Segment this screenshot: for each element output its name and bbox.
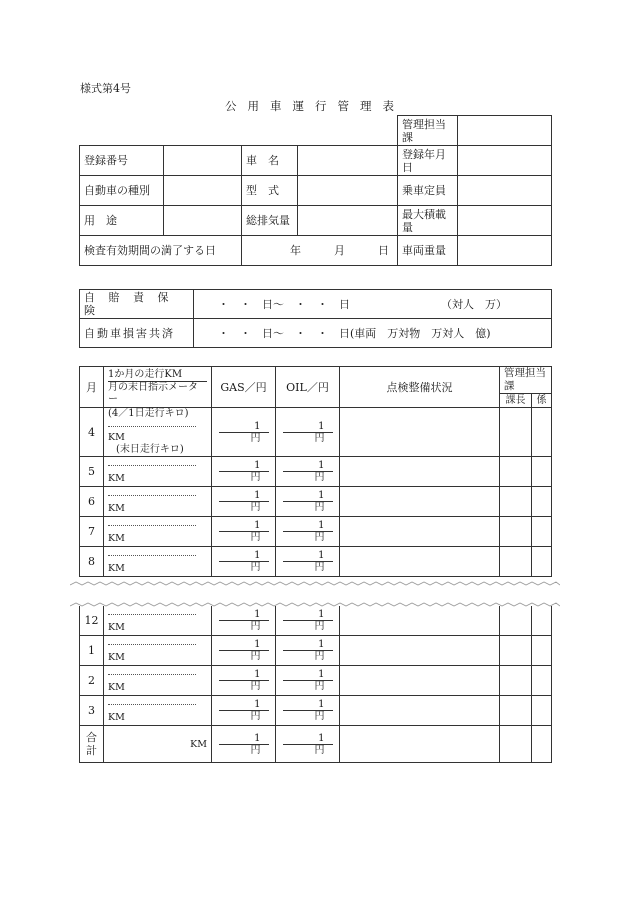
oil-cell[interactable] [276,547,340,577]
fraction [283,699,333,722]
liter-number: 1 [219,550,269,562]
yen-unit: 円 [250,562,261,573]
max-load-label: 最大積載量 [398,206,458,236]
day-label: 日 [378,244,389,257]
check-cell[interactable] [340,547,500,577]
table-row [80,666,552,696]
liter-number: 1 [283,490,333,502]
form-number: 様式第4号 [80,82,131,95]
reg-date-label: 登録年月日 [398,146,458,176]
reg-no-label: 登録番号 [80,146,164,176]
fraction [283,421,333,444]
manager-dept-value[interactable] [458,116,552,146]
liter-number: 1 [283,639,333,651]
reg-no-value[interactable] [164,146,242,176]
gas-cell[interactable] [212,547,276,577]
liter-number: 1 [219,490,269,502]
yen-unit: 円 [314,472,325,483]
staff-cell[interactable] [532,636,552,666]
total-chief-cell[interactable] [500,726,532,763]
yen-unit: 円 [314,681,325,692]
oil-cell[interactable] [276,606,340,636]
gas-cell[interactable] [212,696,276,726]
inspection-label: 検査有効期間の満了する日 [80,236,242,266]
car-type-label: 自動車の種別 [80,176,164,206]
chief-cell[interactable] [500,666,532,696]
month-cell: 7 [80,517,104,547]
chief-cell[interactable] [500,457,532,487]
max-load-value[interactable] [458,206,552,236]
fraction [219,520,269,543]
km-cell[interactable] [104,696,212,726]
staff-cell[interactable] [532,457,552,487]
staff-cell[interactable] [532,517,552,547]
yen-unit: 円 [314,502,325,513]
first-note-bottom: (末日走行キロ) [116,444,184,455]
km-unit: KM [190,739,207,750]
model-value[interactable] [298,176,398,206]
liter-number: 1 [283,733,333,745]
km-cell[interactable] [104,547,212,577]
fraction [219,609,269,632]
total-row [80,726,552,763]
fraction [283,520,333,543]
chief-cell[interactable] [500,696,532,726]
vehicle-info-table [79,115,552,266]
inspection-date[interactable] [242,236,398,266]
dotted-line [108,425,196,427]
staff-header: 係 [532,394,552,408]
manager-dept-label: 管理担当課 [398,116,458,146]
liability-insurance-period[interactable] [194,290,552,319]
km-unit: KM [108,563,125,574]
fraction [219,550,269,573]
oil-cell[interactable] [276,517,340,547]
yen-unit: 円 [250,432,261,444]
km-header-bottom: 月の末日指示メーター [108,381,198,405]
oil-cell[interactable] [276,636,340,666]
km-unit: KM [108,622,125,633]
capacity-label: 乗車定員 [398,176,458,206]
month-cell: 2 [80,666,104,696]
fraction [283,639,333,662]
month-cell: 5 [80,457,104,487]
model-label: 型 式 [242,176,298,206]
km-cell[interactable] [104,517,212,547]
check-cell[interactable] [340,408,500,457]
use-label: 用 途 [80,206,164,236]
month-cell: 12 [80,606,104,636]
gas-cell[interactable] [212,606,276,636]
total-gas-cell[interactable] [212,726,276,763]
fraction [219,669,269,692]
use-value[interactable] [164,206,242,236]
month-label: 月 [334,244,345,257]
check-header: 点検整備状況 [340,367,500,408]
manager-header: 管理担当課 [500,367,552,394]
year-label: 年 [290,244,301,257]
table-row [80,636,552,666]
weight-value[interactable] [458,236,552,266]
liability-note: （対人 万） [441,297,507,311]
first-note-top: (4／1日走行キロ) [108,408,189,419]
km-unit: KM [108,533,125,544]
yen-unit: 円 [250,532,261,543]
liter-number: 1 [219,639,269,651]
gas-cell[interactable] [212,666,276,696]
check-cell[interactable] [340,666,500,696]
mutual-aid-label: 自動車損害共済 [80,319,194,348]
car-type-value[interactable] [164,176,242,206]
check-cell[interactable] [340,517,500,547]
table-row [80,457,552,487]
displacement-value[interactable] [298,206,398,236]
reg-date-value[interactable] [458,146,552,176]
fraction [283,733,333,756]
check-cell[interactable] [340,606,500,636]
liability-period-text: ・ ・ 日～ ・ ・ 日 [218,297,350,311]
car-name-label: 車 名 [242,146,298,176]
km-unit: KM [108,503,125,514]
liter-number: 1 [219,609,269,621]
liter-number: 1 [283,520,333,532]
table-row [80,517,552,547]
gas-cell[interactable] [212,487,276,517]
yen-unit: 円 [250,651,261,662]
gas-header: GAS／円 [212,367,276,408]
dotted-line [108,613,196,615]
liter-number: 1 [283,699,333,711]
table-row [80,696,552,726]
total-label: 合計 [80,726,104,763]
month-cell: 1 [80,636,104,666]
fraction [283,550,333,573]
staff-cell[interactable] [532,606,552,636]
staff-cell[interactable] [532,487,552,517]
yen-unit: 円 [250,472,261,483]
oil-cell[interactable] [276,696,340,726]
liter-number: 1 [283,421,333,433]
yen-unit: 円 [314,711,325,722]
dotted-line [108,643,196,645]
chief-cell[interactable] [500,547,532,577]
km-cell[interactable] [104,457,212,487]
yen-unit: 円 [314,432,325,444]
fraction [219,421,269,444]
staff-cell[interactable] [532,666,552,696]
liter-number: 1 [219,733,269,745]
yen-unit: 円 [314,621,325,632]
fraction [283,460,333,483]
total-check-cell[interactable] [340,726,500,763]
car-name-value[interactable] [298,146,398,176]
km-cell[interactable] [104,606,212,636]
yen-unit: 円 [314,532,325,543]
month-cell: 4 [80,408,104,457]
check-cell[interactable] [340,457,500,487]
km-unit: KM [108,473,125,484]
month-cell: 8 [80,547,104,577]
km-unit: KM [108,682,125,693]
dotted-line [108,673,196,675]
km-header-top: 1か月の走行KM [108,369,207,382]
yen-unit: 円 [314,562,325,573]
liter-number: 1 [219,669,269,681]
fraction [219,733,269,756]
gas-cell[interactable] [212,457,276,487]
chief-cell[interactable] [500,487,532,517]
month-cell: 3 [80,696,104,726]
month-header: 月 [80,367,104,408]
gas-cell[interactable] [212,517,276,547]
chief-cell[interactable] [500,517,532,547]
yen-unit: 円 [250,711,261,722]
gas-cell[interactable] [212,636,276,666]
km-unit: KM [108,712,125,723]
liter-number: 1 [283,669,333,681]
yen-unit: 円 [314,651,325,662]
chief-cell[interactable] [500,408,532,457]
oil-header: OIL／円 [276,367,340,408]
table-row [80,487,552,517]
monthly-log-table-continued [79,606,552,763]
fraction [219,639,269,662]
page-break-tear [70,581,560,609]
staff-cell[interactable] [532,696,552,726]
liter-number: 1 [219,699,269,711]
gas-cell[interactable] [212,408,276,457]
km-cell[interactable] [104,636,212,666]
fraction [283,609,333,632]
fraction [283,490,333,513]
liter-number: 1 [219,421,269,433]
km-unit: KM [108,652,125,663]
km-cell[interactable] [104,487,212,517]
oil-cell[interactable] [276,666,340,696]
check-cell[interactable] [340,636,500,666]
chief-cell[interactable] [500,636,532,666]
monthly-log-table [79,366,552,577]
liter-number: 1 [283,460,333,472]
km-cell[interactable] [104,408,212,457]
table-row [80,547,552,577]
km-unit: KM [108,432,125,443]
yen-unit: 円 [250,744,261,756]
table-row [80,408,552,457]
yen-unit: 円 [250,681,261,692]
fraction [219,699,269,722]
dotted-line [108,554,196,556]
displacement-label: 総排気量 [242,206,298,236]
liter-number: 1 [283,609,333,621]
yen-unit: 円 [250,621,261,632]
fraction [283,669,333,692]
liter-number: 1 [219,520,269,532]
yen-unit: 円 [250,502,261,513]
weight-label: 車両重量 [398,236,458,266]
km-header [104,367,212,408]
total-oil-cell[interactable] [276,726,340,763]
total-km-cell[interactable] [104,726,212,763]
dotted-line [108,703,196,705]
dotted-line [108,524,196,526]
check-cell[interactable] [340,487,500,517]
liability-insurance-label: 自 賠 責 保 険 [80,290,194,319]
dotted-line [108,464,196,466]
oil-cell[interactable] [276,408,340,457]
insurance-table [79,289,552,348]
total-staff-cell[interactable] [532,726,552,763]
liter-number: 1 [283,550,333,562]
page-title: 公用車運行管理表 [225,99,405,113]
yen-unit: 円 [314,744,325,756]
liter-number: 1 [219,460,269,472]
chief-header: 課長 [500,394,532,408]
fraction [219,460,269,483]
oil-cell[interactable] [276,457,340,487]
oil-cell[interactable] [276,487,340,517]
month-cell: 6 [80,487,104,517]
mutual-aid-period[interactable]: ・ ・ 日～ ・ ・ 日(車両 万対物 万対人 億) [194,319,552,348]
capacity-value[interactable] [458,176,552,206]
chief-cell[interactable] [500,606,532,636]
fraction [219,490,269,513]
staff-cell[interactable] [532,547,552,577]
check-cell[interactable] [340,696,500,726]
staff-cell[interactable] [532,408,552,457]
table-row [80,606,552,636]
km-cell[interactable] [104,666,212,696]
dotted-line [108,494,196,496]
